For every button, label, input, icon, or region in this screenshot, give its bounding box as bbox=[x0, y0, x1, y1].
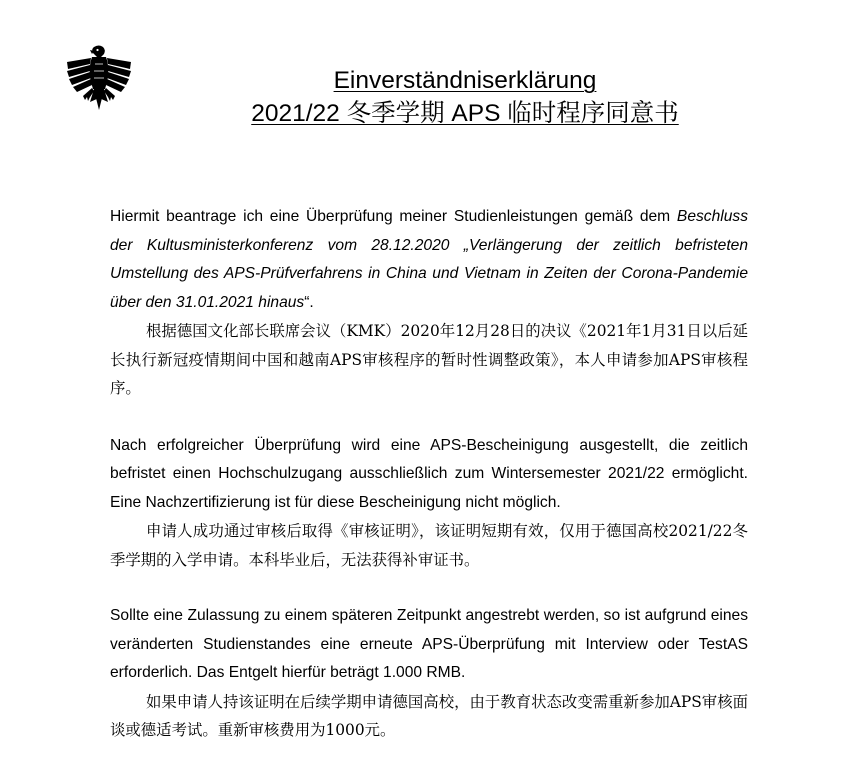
paragraph-zh-1: 根据德国文化部长联席会议（KMK）2020年12月28日的决议《2021年1月31日以后延长执行新冠疫情期间中国和越南APS审核程序的暂时性调整政策》，本人申请参加APS审核程序。 bbox=[110, 322, 748, 397]
paragraph-zh-2: 申请人成功通过审核后取得《审核证明》，该证明短期有效，仅用于德国高校2021/22冬季学期的入学申请。本科毕业后，无法获得补审证书。 bbox=[110, 522, 748, 569]
title-zh: 2021/22 冬季学期 APS 临时程序同意书 bbox=[251, 100, 679, 127]
document-body bbox=[110, 203, 748, 745]
paragraph-de-1-close: “. bbox=[304, 293, 314, 311]
federal-eagle-icon bbox=[66, 44, 132, 114]
paragraph-zh-3: 如果申请人持该证明在后续学期申请德国高校，由于教育状态改变需重新参加APS审核面谈或德适考试。重新审核费用为1000元。 bbox=[110, 692, 748, 739]
title-de: Einverständniserklärung bbox=[333, 67, 597, 94]
paragraph-de-1 bbox=[110, 203, 748, 317]
paragraph-de-3: Sollte eine Zulassung zu einem späteren Zeitpunkt angestrebt werden, so ist aufgrund eines veränderten Studienstandes eine erneute APS-Überprüfung mit Interview oder TestAS erforderlich. Das Entgelt hierfür beträgt 1.000 RMB. bbox=[110, 607, 748, 681]
page-title bbox=[200, 64, 730, 130]
paragraph-de-1-resolution: Beschluss der Kultusministerkonferenz vom 28.12.2020 „Verlängerung der zeitlich befristeten Umstellung des APS-Prüfverfahrens in China und Vietnam in Zeiten der Corona-Pandemie über den 31.01.2021 hinaus bbox=[110, 208, 748, 311]
paragraph-de-1-intro: Hiermit beantrage ich eine Überprüfung meiner Studienleistungen gemäß dem bbox=[110, 208, 677, 225]
paragraph-de-2: Nach erfolgreicher Überprüfung wird eine APS-Bescheinigung ausgestellt, die zeitlich befristet einen Hochschulzugang ausschließlich zum Wintersemester 2021/22 ermöglicht. Eine Nachzertifizierung ist für diese Bescheinigung nicht möglich. bbox=[110, 436, 748, 511]
